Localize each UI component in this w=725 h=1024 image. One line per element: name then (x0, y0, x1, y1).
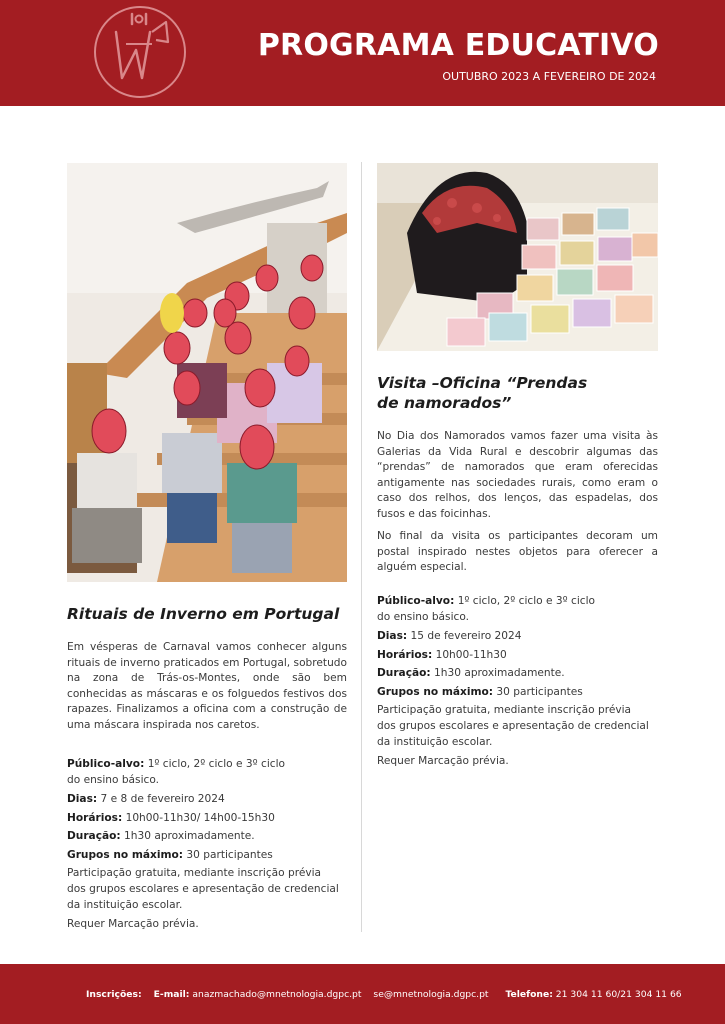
right-dias: Dias: 15 de fevereiro 2024 (377, 630, 522, 642)
left-duracao: Duração: 1h30 aproximadamente. (67, 830, 255, 842)
right-info-block (377, 592, 667, 771)
left-publico: Público-alvo: 1º ciclo, 2º ciclo e 3º ciclo do ensino básico. (67, 758, 286, 786)
page-title: PROGRAMA EDUCATIVO (257, 28, 659, 63)
inscricoes-label: Inscrições: (86, 989, 142, 1000)
masked-children-photo (67, 163, 347, 582)
right-marcacao: Requer Marcação prévia. (377, 755, 509, 767)
left-marcacao: Requer Marcação prévia. (67, 918, 199, 930)
left-info-block (67, 755, 357, 934)
right-duracao: Duração: 1h30 aproximadamente. (377, 667, 565, 679)
museum-logo-icon (92, 2, 188, 102)
telefone-label: Telefone: (505, 989, 553, 1000)
telefone-value[interactable]: 21 304 11 60/21 304 11 66 (555, 989, 682, 1000)
right-description-2: No final da visita os participantes decoram um postal inspirado nestes objetos para oferecer a alguém especial. (377, 530, 658, 573)
right-publico: Público-alvo: 1º ciclo, 2º ciclo e 3º ciclo do ensino básico. (377, 595, 596, 623)
footer-contact-line (86, 989, 682, 1000)
right-grupos: Grupos no máximo: 30 participantes (377, 685, 583, 698)
left-dias: Dias: 7 e 8 de fevereiro 2024 (67, 793, 225, 805)
email-label: E-mail: (153, 989, 190, 1000)
page-subtitle: OUTUBRO 2023 A FEVEREIRO DE 2024 (442, 70, 656, 83)
left-grupos: Grupos no máximo: 30 participantes (67, 848, 273, 861)
right-section-title: Visita –Oficina “Prendas de namorados” (377, 374, 588, 412)
right-horarios: Horários: 10h00-11h30 (377, 648, 507, 661)
left-section-title: Rituais de Inverno em Portugal (67, 605, 340, 623)
right-participacao: Participação gratuita, mediante inscrição prévia dos grupos escolares e apresentação de credencial da instituição escolar. (377, 704, 649, 748)
left-participacao: Participação gratuita, mediante inscrição prévia dos grupos escolares e apresentação de credencial da instituição escolar. (67, 867, 339, 911)
header-banner (0, 0, 725, 106)
left-horarios: Horários: 10h00-11h30/ 14h00-15h30 (67, 811, 275, 824)
valentine-gifts-photo (377, 163, 658, 351)
left-description: Em vésperas de Carnaval vamos conhecer alguns rituais de inverno praticados em Portugal, sobretudo na zona de Trás-os-Montes, onde são bem conhecidas as máscaras e os folguedos festivos dos rapazes. Finalizamos a oficina com a construção de uma máscara inspirada nos caretos. (67, 641, 347, 731)
right-description-1: No Dia dos Namorados vamos fazer uma visita às Galerias da Vida Rural e descobrir algumas das “prendas” de namorados que eram oferecidas antigamente nas sociedades rurais, como eram o caso dos relhos, dos lenços, das espadelas, dos fusos e das foicinhas. (377, 430, 658, 520)
email-link-2[interactable]: se@mnetnologia.dgpc.pt (373, 989, 489, 1000)
column-divider (361, 162, 362, 932)
email-link-1[interactable]: anazmachado@mnetnologia.dgpc.pt (192, 989, 362, 1000)
